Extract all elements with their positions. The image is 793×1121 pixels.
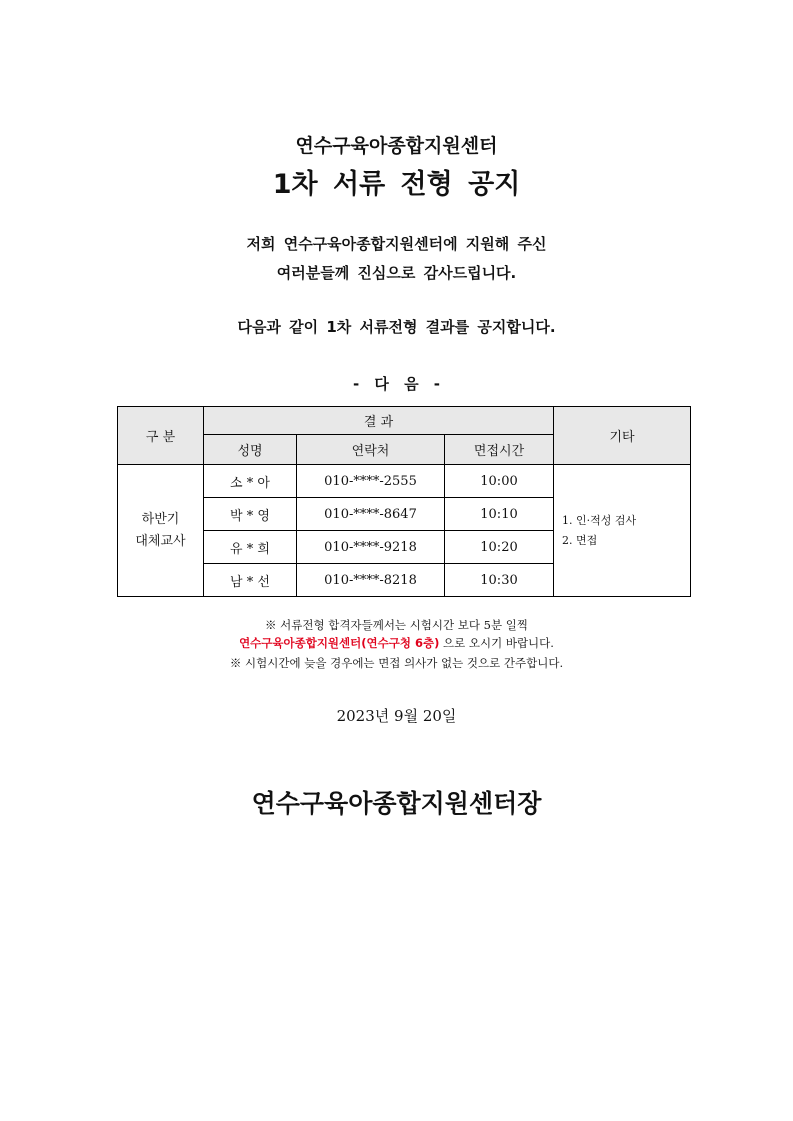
result-table	[117, 406, 691, 597]
category-cell	[118, 465, 204, 597]
time-cell: 10:20	[445, 531, 554, 564]
header-result: 결 과	[204, 407, 554, 435]
header-time: 면접시간	[445, 435, 554, 465]
header-etc: 기타	[554, 407, 691, 465]
intro-line-3: 다음과 같이 1차 서류전형 결과를 공지합니다.	[237, 318, 556, 336]
header-name: 성명	[204, 435, 297, 465]
intro-line-2: 여러분들께 진심으로 감사드립니다.	[276, 264, 517, 282]
header-contact: 연락처	[297, 435, 445, 465]
page-title: 1차 서류 전형 공지	[272, 169, 521, 200]
contact-cell: 010-****-2555	[297, 465, 445, 498]
organization-heading: 연수구육아종합지원센터	[295, 135, 498, 157]
name-cell: 소 * 아	[204, 465, 297, 498]
contact-cell: 010-****-8647	[297, 498, 445, 531]
contact-cell: 010-****-8218	[297, 564, 445, 597]
name-cell: 유 * 희	[204, 531, 297, 564]
table-header-row-1	[118, 407, 691, 435]
note-line-2	[0, 635, 793, 651]
note-line-1: ※ 서류전형 합격자들께서는 시험시간 보다 5분 일찍	[265, 618, 528, 632]
time-cell: 10:00	[445, 465, 554, 498]
header-category: 구 분	[118, 407, 204, 465]
section-marker: - 다 음 -	[352, 375, 441, 393]
note-line-2-rest: 으로 오시기 바랍니다.	[439, 636, 554, 650]
category-line-1: 하반기	[141, 511, 180, 527]
signature: 연수구육아종합지원센터장	[251, 789, 542, 818]
name-cell: 박 * 영	[204, 498, 297, 531]
etc-line-2: 2. 면접	[562, 533, 598, 547]
time-cell: 10:10	[445, 498, 554, 531]
note-line-3: ※ 시험시간에 늦을 경우에는 면접 의사가 없는 것으로 간주합니다.	[229, 656, 564, 670]
time-cell: 10:30	[445, 564, 554, 597]
table-row	[118, 465, 691, 498]
category-line-2: 대체교사	[135, 533, 186, 549]
contact-cell: 010-****-9218	[297, 531, 445, 564]
etc-cell	[554, 465, 691, 597]
name-cell: 남 * 선	[204, 564, 297, 597]
note-location-highlight: 연수구육아종합지원센터(연수구청 6층)	[239, 636, 440, 650]
intro-line-1: 저희 연수구육아종합지원센터에 지원해 주신	[246, 235, 547, 253]
notice-date: 2023년 9월 20일	[336, 707, 457, 725]
etc-line-1: 1. 인·적성 검사	[562, 513, 637, 527]
